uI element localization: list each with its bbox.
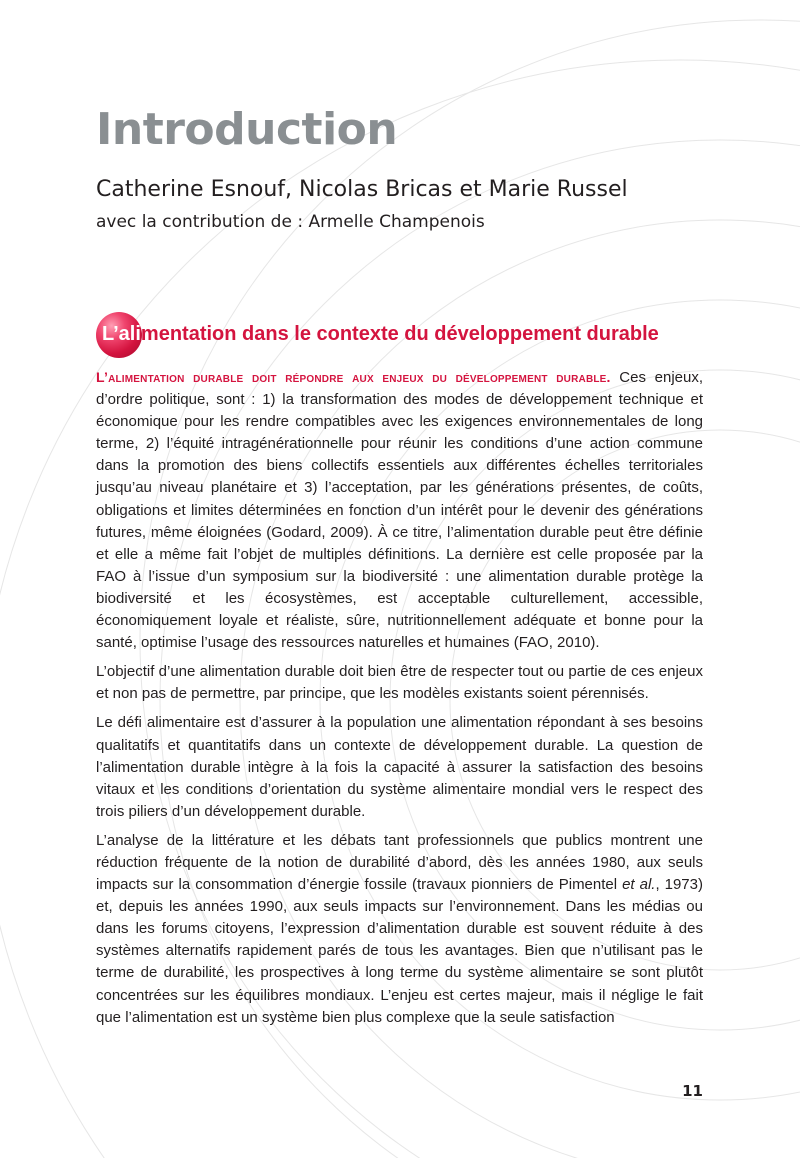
section-title-initial: L’ali — [102, 323, 141, 345]
paragraph-4-italic: et al. — [622, 876, 656, 894]
chapter-contribution: avec la contribution de : Armelle Champenois — [96, 212, 485, 232]
chapter-title: Introduction — [96, 104, 398, 155]
chapter-authors: Catherine Esnouf, Nicolas Bricas et Marie Russel — [96, 177, 628, 202]
paragraph-4-start: L’analyse de la littérature et les débats tant professionnels que publics montrent une réduction fréquente de la notion de durabilité d’abord, dès les années 1980, aux seuls impacts sur la consommation d’énergie fossile (travaux pionniers de Pimentel — [96, 831, 703, 894]
paragraph-1-text: Ces enjeux, d’ordre politique, sont : 1) la transformation des modes de développement technique et économique pour les rendre compatibles avec les exigences environnementales de long terme, 2) l’équité intragénérationnelle pour réunir les conditions d’une action commune dans la promotion des biens collectifs essentiels aux différentes échelles territoriales jusqu’au niveau planétaire et 3) l’acceptation, par les générations présentes, de coûts, obligations et limites déterminées en fonction d’un intérêt pour le devenir des générations futures, même éloignées (Godard, 2009). À ce titre, l’alimentation durable peut être définie et elle a même fait l’objet de multiples définitions. La dernière est celle proposée par la FAO à l’issue d’un symposium sur la biodiversité : une alimentation durable protège la biodiversité et les écosystèmes, est acceptable culturellement, accessible, économiquement loyale et réaliste, sûre, nutritionnellement adéquate et bonne pour la santé, optimise l’usage des ressources naturelles et humaines (FAO, 2010). — [96, 369, 704, 652]
section-title-rest: mentation dans le contexte du développement durable — [140, 323, 659, 345]
paragraph-1 — [96, 366, 703, 654]
paragraph-3: Le défi alimentaire est d’assurer à la population une alimentation répondant à ses besoins qualitatifs et quantitatifs dans un contexte de développement durable. La question de l’alimentation durable intègre à la fois la capacité à assurer la satisfaction des besoins vitaux et les conditions d’orientation du système alimentaire mondial vers le respect des trois piliers d’un développement durable. — [96, 714, 703, 820]
page-number: 11 — [682, 1082, 703, 1100]
section-heading — [96, 312, 716, 358]
paragraph-4-end: , 1973) et, depuis les années 1990, aux seuls impacts sur l’environnement. Dans les médias ou dans les forums citoyens, l’expression d’alimentation durable est souvent réduite à des systèmes alternatifs rapidement parés de tous les avantages. Bien que n’utilisant pas le terme de durabilité, les prospectives à long terme du système alimentaire se sont plutôt concentrées sur les équilibres mondiaux. L’enjeu est certes majeur, mais il néglige le fait que l’alimentation est un système bien plus complexe que la seule satisfaction — [96, 876, 703, 1026]
paragraph-4 — [96, 830, 703, 1029]
section-title — [102, 320, 659, 348]
paragraph-2: L’objectif d’une alimentation durable doit bien être de respecter tout ou partie de ces enjeux et non pas de permettre, par principe, que les modèles existants soient pérennisés. — [96, 663, 703, 703]
body-text — [96, 366, 703, 1036]
paragraph-1-lead: L’alimentation durable doit répondre aux enjeux du développement durable. — [96, 369, 611, 385]
